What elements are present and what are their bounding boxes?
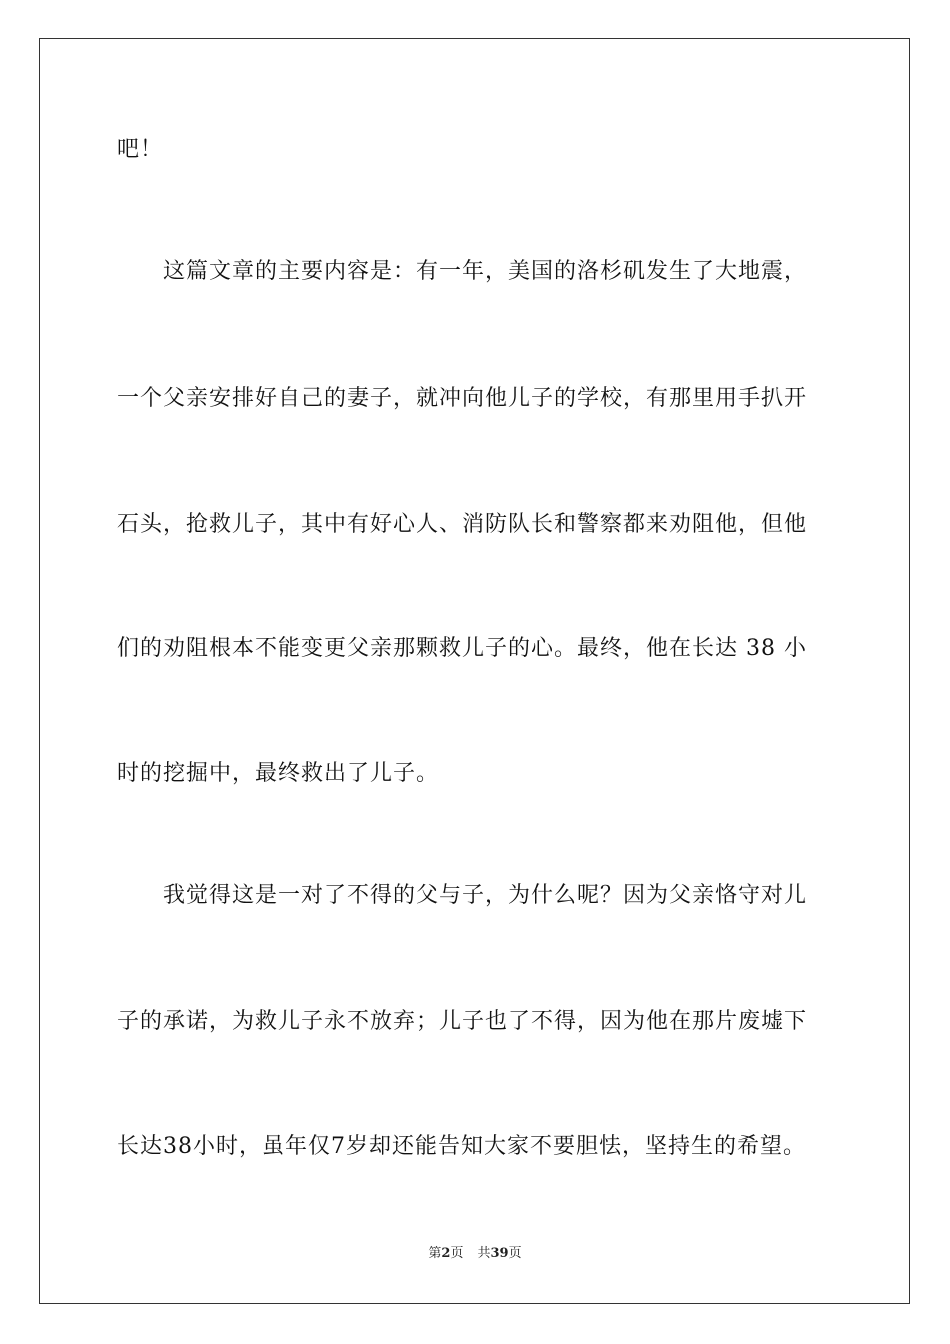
text-line-9: 长达38小时，虽年仅7岁却还能告知大家不要胆怯，坚持生的希望。 <box>117 1134 806 1159</box>
text-line-6: 时的挖掘中，最终救出了儿子。 <box>117 761 440 786</box>
page-border <box>39 38 910 1304</box>
paragraph-start-1: 这篇文章的主要内容是：有一年，美国的洛杉矶发生了大地震， <box>163 259 808 284</box>
page-number: 2 <box>441 1246 451 1261</box>
paragraph-start-2: 我觉得这是一对了不得的父与子，为什么呢？因为父亲恪守对儿 <box>163 883 808 908</box>
total-prefix: 共 <box>477 1246 491 1261</box>
total-pages: 39 <box>490 1246 509 1261</box>
page-footer <box>0 1245 950 1263</box>
text-line-8: 子的承诺，为救儿子永不放弃；儿子也了不得，因为他在那片废墟下 <box>117 1009 808 1034</box>
total-suffix: 页 <box>508 1246 522 1261</box>
page-suffix: 页 <box>450 1246 464 1261</box>
text-line-5: 们的劝阻根本不能变更父亲那颗救儿子的心。最终，他在长达 38 小 <box>117 636 807 661</box>
text-line-1: 吧！ <box>117 137 164 162</box>
page-prefix: 第 <box>428 1246 442 1261</box>
text-line-4: 石头，抢救儿子，其中有好心人、消防队长和警察都来劝阻他，但他 <box>117 512 808 537</box>
text-line-3: 一个父亲安排好自己的妻子，就冲向他儿子的学校，有那里用手扒开 <box>117 386 808 411</box>
